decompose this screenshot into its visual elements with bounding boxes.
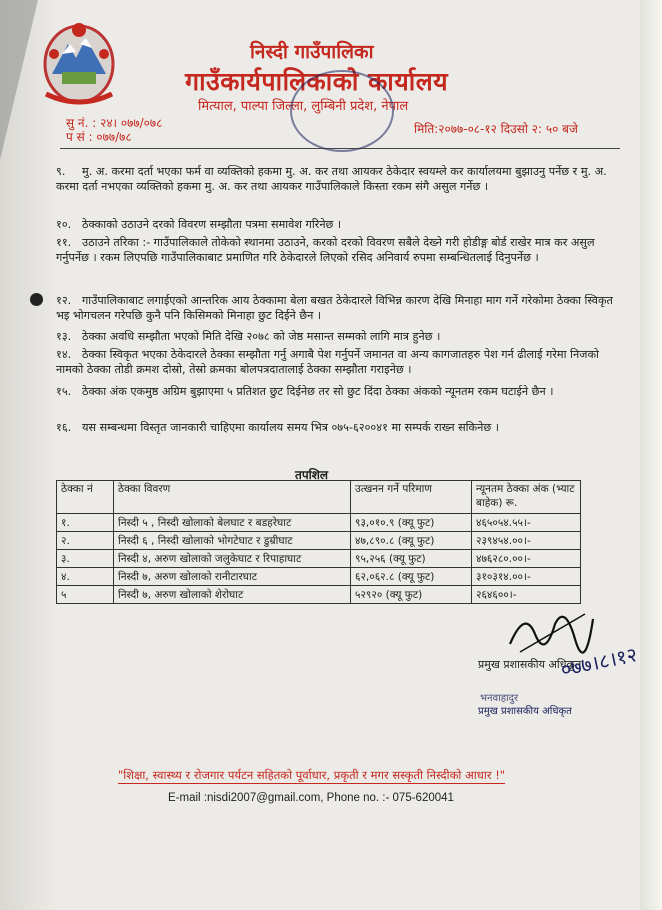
office-seal-stamp: [290, 70, 394, 152]
cell-number: २.: [57, 532, 114, 550]
cell-number: ४.: [57, 568, 114, 586]
cell-quantity: ५२९२० (क्यू फुट): [351, 586, 472, 604]
table-row: [57, 586, 581, 604]
file-number: प सं : ०७७/७८: [66, 130, 132, 144]
contract-table: [56, 480, 581, 604]
header-divider: [60, 148, 620, 149]
table-title: तपशिल: [295, 468, 329, 482]
cell-description: निस्दी ५ , निस्दी खोलाको बेलघाट र बडहरेघाट: [114, 514, 351, 532]
cell-quantity: ६२,०६२.८ (क्यू फुट): [351, 568, 472, 586]
cell-amount: २३९४५४.००।-: [472, 532, 581, 550]
col-header-description: ठेक्का विवरण: [114, 481, 351, 514]
municipality-name: निस्दी गाउँपालिका: [250, 41, 374, 63]
clause-16: १६. यस सम्बन्धमा विस्तृत जानकारी चाहिएमा कार्यालय समय भित्र ०७५-६२००४१ मा सम्पर्क राख्न सकिनेछ ।: [56, 421, 499, 434]
cell-amount: २६४६००।-: [472, 586, 581, 604]
table-row: [57, 514, 581, 532]
office-address: मित्याल, पाल्पा जिल्ला, लुम्बिनी प्रदेश, नेपाल: [198, 99, 409, 114]
table-row: [57, 550, 581, 568]
signatory-stamp-name: भनवाहादुर: [480, 693, 519, 704]
clause-14: १४. ठेक्का स्विकृत भएका ठेकेदारले ठेक्का सम्झौता गर्नु अगाबै पेश गर्नुपर्ने जमानत वा अन्य कागजातहरु पेश गर्न ढीलाई गरेमा निजको नामको ठेक्का तोडी क्रमश दोस्रो, तेस्रो क्रमका बोलपत्रदातालाई ठेक्का सम्झौता गराइनेछ ।: [56, 348, 599, 376]
signatory-title: प्रमुख प्रशासकीय अधिकृत: [478, 658, 582, 671]
table-row: [57, 568, 581, 586]
cell-quantity: ४७,८९०.८ (क्यू फुट): [351, 532, 472, 550]
cell-description: निस्दी ६ , निस्दी खोलाको भोगटेघाट र डुम्रीघाट: [114, 532, 351, 550]
cell-description: निस्दी ४, अरुण खोलाको जलुकेघाट र रिपाहाघाट: [114, 550, 351, 568]
page-edge: [640, 0, 662, 910]
clause-13: १३. ठेक्का अवधि सम्झौता भएको मिति देखि २०७८ को जेष्ठ मसान्त सम्मको लागि मात्र हुनेछ ।: [56, 330, 441, 343]
office-name: गाउँकार्यपालिकाको कार्यालय: [185, 67, 449, 96]
cell-number: १.: [57, 514, 114, 532]
cell-description: निस्दी ७, अरुण खोलाको शेरोघाट: [114, 586, 351, 604]
folded-corner: [0, 0, 38, 160]
col-header-min-amount: न्यूनतम ठेक्का अंक (भ्याट बाहेक) रू.: [472, 481, 581, 514]
cell-number: ५: [57, 586, 114, 604]
cell-quantity: ९५,२५६ (क्यू फुट): [351, 550, 472, 568]
punch-hole: [30, 293, 43, 306]
reference-number: सु नं. : २४। ०७७/०७८: [66, 116, 163, 130]
col-header-number: ठेक्का नं: [57, 481, 114, 514]
signatory-stamp-title: प्रमुख प्रशासकीय अधिकृत: [478, 706, 572, 717]
clause-9: ९. मु. अ. करमा दर्ता भएका फर्म वा व्यक्तिको हकमा मु. अ. कर तथा आयकर ठेकेदार स्वयम्ले कर कार्यालयमा बुझाउनु पर्नेछ र मु. अ. करमा दर्ता नभएका व्यक्तिको हकमा मु. अ. कर तथा आयकर गाउँपालिकाले किस्ता रकम संगै असुल गर्नेछ ।: [56, 165, 607, 193]
handwritten-date: ०७७।८।१२: [558, 642, 640, 682]
cell-amount: ३१०३१४.००।-: [472, 568, 581, 586]
letter-date: मिति:२०७७-०८-१२ दिउसो २: ५० बजे: [414, 122, 578, 136]
nepal-emblem-icon: [40, 14, 118, 112]
clause-10: १०. ठेक्काको उठाउने दरको विवरण सम्झौता पत्रमा समावेश गरिनेछ ।: [56, 218, 342, 231]
cell-number: ३.: [57, 550, 114, 568]
col-header-quantity: उत्खनन गर्ने परिमाण: [351, 481, 472, 514]
cell-description: निस्दी ७, अरुण खोलाको रानीटारघाट: [114, 568, 351, 586]
cell-quantity: ९३,०१०.९ (क्यू फुट): [351, 514, 472, 532]
cell-amount: ४६५०५४.५५।-: [472, 514, 581, 532]
table-header-row: [57, 481, 581, 514]
clause-12: १२. गाउँपालिकाबाट लगाईएको आन्तरिक आय ठेक्कामा बेला बखत ठेकेदारले विभिन्न कारण देखि मिनाहा माग गर्ने गरेकोमा ठेक्का स्विकृत भइ भोगचलन गरेपछि कुनै पनि किसिमको मिनाहा छुट दिईने छैन ।: [56, 294, 613, 322]
cell-amount: ४७६२८०.००।-: [472, 550, 581, 568]
footer-contact: E-mail :nisdi2007@gmail.com, Phone no. :- 075-620041: [168, 792, 454, 804]
footer-slogan: "शिक्षा, स्वास्थ्य र रोजगार पर्यटन सहितको पूर्वाधार, प्रकृती र मगर सस्कृती निस्दीको आधार !": [118, 768, 506, 782]
clause-15: १५. ठेक्का अंक एकमुष्ठ अग्रिम बुझाएमा ५ प्रतिशत छुट दिईनेछ तर सो छुट दिंदा ठेक्का अंकको न्यूनतम रकम घटाईने छैन ।: [56, 385, 554, 398]
table-row: [57, 532, 581, 550]
clause-11: ११. उठाउने तरिका :- गाउँपालिकाले तोकेको स्थानमा उठाउने, करको दरको विवरण सबैले देख्ने गरी होडीङ्ग बोर्ड राखेर मात्र कर असुल गर्नुपर्नेछ । रकम लिएपछि गाउँपालिकाबाट प्रमाणित गरि ठेकेदारले लिएको रसिद अनिवार्य रुपमा सम्बन्धितलाई दिनुपर्नेछ ।: [56, 236, 595, 264]
